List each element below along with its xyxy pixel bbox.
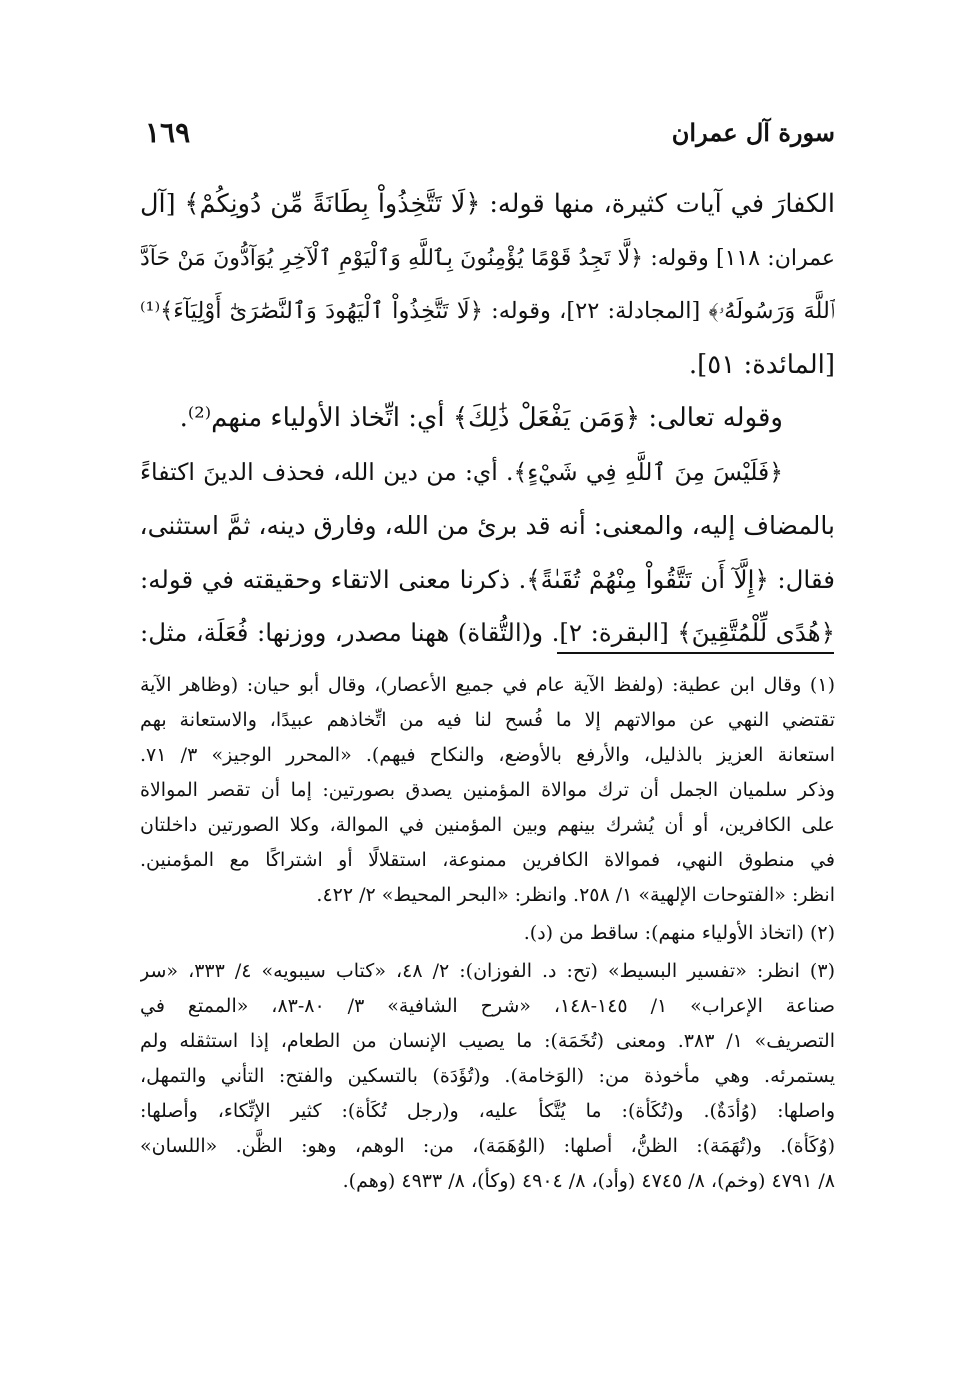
footnote-line: (١) وقال ابن عطية: (ولفظ الآية عام في جميع الأعصار)، وقال أبو حيان: (وظاهر الآية	[140, 674, 835, 696]
main-line: ٱللَّهَ وَرَسُولَهُۥ﴾ [المجادلة: ٢٢]، وقوله: ﴿لَا تَتَّخِذُواْ ٱلْيَهُودَ وَٱلنَّصَٰرَىٰٓ أَوْلِيَآءَ﴾⁽¹⁾	[140, 298, 835, 324]
main-line: فقال: ﴿إِلَّآ أَن تَتَّقُواْ مِنْهُمْ تُقَىٰةً﴾. ذكرنا معنى الاتقاء وحقيقته في قوله:	[140, 564, 835, 594]
main-line: ﴿هُدًى لِّلْمُتَّقِينَ﴾ [البقرة: ٢]. و(التُّقاة) ههنا مصدر، ووزنها: فُعَلَة، مثل:	[140, 618, 835, 647]
page-number: ١٦٩	[145, 115, 191, 149]
footnote-line: صناعة الإعراب» ١/ ١٤٥-١٤٨، «شرح الشافية» ٣/ ٨٠-٨٣، «الممتع في	[140, 995, 835, 1017]
footnote-line: على الكافرين، أو أن يُشرك بينهم وبين المؤمنين في الموالة، وكلا الصورتين داخلتان	[140, 814, 835, 836]
main-line: الكفارَ في آيات كثيرة، منها قوله: ﴿لَا تَتَّخِذُواْ بِطَانَةً مِّن دُونِكُمْ﴾ [آل	[140, 189, 835, 219]
main-line: بالمضاف إليه، والمعنى: أنه قد برئ من الله، وفارق دينه، ثمَّ استثنى،	[140, 511, 835, 540]
footnote-line: ٨/ ٤٧٩١ (وخم)، ٨/ ٤٧٤٥ (وأد)، ٨/ ٤٩٠٤ (وكأ)، ٨/ ٤٩٣٣ (وهم).	[342, 1170, 835, 1192]
page-header	[145, 112, 835, 152]
footnote-divider	[557, 652, 834, 654]
surah-title: سورة آل عمران	[671, 117, 835, 147]
footnote-line: (٢) (اتخاذ الأولياء منهم): ساقط من (د).	[523, 922, 835, 944]
footnote-line: في منطوق النهي، فموالاة الكافرين ممنوعة، استقلالًا أو اشتراكًا مع المؤمنين.	[140, 849, 835, 871]
footnote-line: استعانة العزيز بالذليل، والأرفع بالأوضع، والنكاح فيهم). «المحرر الوجيز» ٣/ ٧١.	[140, 744, 835, 766]
footnote-line: انظر: «الفتوحات الإلهية» ١/ ٢٥٨. وانظر: «البحر المحيط» ٢/ ٤٢٢.	[316, 884, 835, 906]
footnotes	[140, 668, 835, 1199]
footnote-line: تقتضي النهي عن موالاتهم إلا ما فُسح لنا فيه من اتِّخاذهم عبيدًا، والاستعانة بهم	[140, 709, 835, 731]
main-line: ﴿فَلَيْسَ مِنَ ٱللَّهِ فِي شَيْءٍ﴾. أي: من دين الله، فحذف الدينَ اكتفاءً	[140, 457, 783, 486]
footnote-line: (وُكَأة). و(تُهَمَة): الظنُّ، أصلها: (الوُهَمَة)، من: الوهم، وهو: الظَّن. «اللسان»	[140, 1135, 835, 1157]
main-text	[140, 178, 835, 660]
main-line: عمران: ١١٨] وقوله: ﴿لَّا تَجِدُ قَوْمًا يُؤْمِنُونَ بِٱللَّهِ وَٱلْيَوْمِ ٱلْآخِرِ يُوَآدُّونَ مَنْ حَآدَّ	[140, 245, 835, 271]
footnote-line: وذكر سلميان الجمل أن ترك موالاة المؤمنين يصدق بصورتين: إما أن تقصر الموالاة	[140, 779, 835, 801]
footnote-line: واصلها: (وُأدَةٌ). و(تُكَأة): ما يُتَّكأ عليه، و(رجل تُكَأة): كثير الإتِّكاء، وأصلها:	[140, 1100, 835, 1122]
main-line: وقوله تعالى: ﴿وَمَن يَفْعَلْ ذَٰلِكَ﴾ أي: اتِّخاذ الأولياء منهم⁽²⁾.	[179, 403, 783, 433]
footnote-line: (٣) انظر: «تفسير البسيط» (تح: د. الفوزان): ٢/ ٤٨، «كتاب سيبويه» ٤/ ٣٣٣، «سر	[140, 960, 835, 982]
main-line: [المائدة: ٥١].	[688, 349, 835, 380]
footnote-line: يستمرئه. وهي مأخوذة من: (الوَخامة). و(تُؤَدَة) بالتسكين والفتح: التأني والتمهل،	[140, 1065, 835, 1087]
footnote-line: التصريف» ١/ ٣٨٣. ومعنى (تُخَمَة): ما يصيب الإنسان من الطعام، إذا استثقله ولم	[140, 1030, 835, 1052]
